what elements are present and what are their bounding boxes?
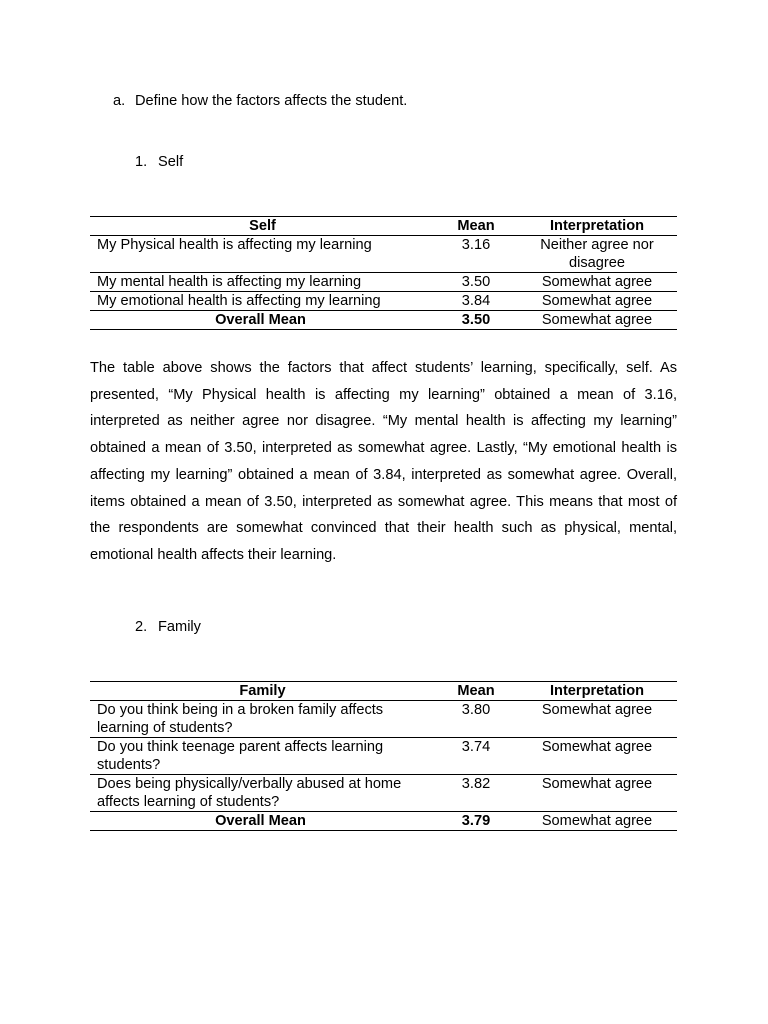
interpretation-cell: Somewhat agree (517, 292, 677, 311)
item-cell: My emotional health is affecting my learning (90, 292, 435, 311)
section-title: Self (158, 154, 184, 170)
section-heading-family (135, 619, 201, 635)
list-marker: 2. (135, 619, 148, 635)
column-header: Interpretation (517, 217, 677, 236)
list-marker: a. (113, 93, 126, 109)
overall-interpretation: Somewhat agree (517, 311, 677, 330)
column-header: Mean (435, 217, 517, 236)
table-row (90, 236, 677, 273)
section-heading-self (135, 154, 183, 170)
table-row (90, 292, 677, 311)
overall-mean-row (90, 311, 677, 330)
table-header-row (90, 217, 677, 236)
heading-text: Define how the factors affects the student. (135, 93, 408, 109)
table-row (90, 701, 677, 738)
overall-label: Overall Mean (90, 311, 435, 330)
mean-cell: 3.80 (435, 701, 517, 738)
overall-label: Overall Mean (90, 812, 435, 831)
item-cell: Do you think teenage parent affects learning students? (90, 738, 435, 775)
mean-cell: 3.50 (435, 273, 517, 292)
overall-mean-value: 3.50 (435, 311, 517, 330)
table-row (90, 273, 677, 292)
self-table (90, 216, 677, 330)
interpretation-cell: Somewhat agree (517, 775, 677, 812)
mean-cell: 3.74 (435, 738, 517, 775)
interpretation-cell: Neither agree nor disagree (517, 236, 677, 273)
list-marker: 1. (135, 154, 148, 170)
item-cell: My mental health is affecting my learning (90, 273, 435, 292)
interpretation-cell: Somewhat agree (517, 738, 677, 775)
interpretation-cell: Somewhat agree (517, 701, 677, 738)
mean-cell: 3.84 (435, 292, 517, 311)
mean-cell: 3.16 (435, 236, 517, 273)
family-table (90, 681, 677, 831)
table-row (90, 738, 677, 775)
column-header: Self (90, 217, 435, 236)
table-header-row (90, 682, 677, 701)
interpretation-cell: Somewhat agree (517, 273, 677, 292)
overall-mean-row (90, 812, 677, 831)
item-cell: Do you think being in a broken family affects learning of students? (90, 701, 435, 738)
item-cell: My Physical health is affecting my learning (90, 236, 435, 273)
list-heading-a (113, 93, 407, 109)
mean-cell: 3.82 (435, 775, 517, 812)
section-title: Family (158, 619, 201, 635)
overall-mean-value: 3.79 (435, 812, 517, 831)
self-discussion-paragraph: The table above shows the factors that affect students’ learning, specifically, self. As presented, “My Physical health is affecting my learning” obtained a mean of 3.16, interpreted as neither agree nor disagree. “My mental health is affecting my learning” obtained a mean of 3.50, interpreted as somewhat agree. Lastly, “My emotional health is affecting my learning” obtained a mean of 3.84, interpreted as somewhat agree. Overall, items obtained a mean of 3.50, interpreted as somewhat agree. This means that most of the respondents are somewhat convinced that their health such as physical, mental, emotional health affects their learning. (90, 360, 677, 563)
overall-interpretation: Somewhat agree (517, 812, 677, 831)
table-row (90, 775, 677, 812)
item-cell: Does being physically/verbally abused at home affects learning of students? (90, 775, 435, 812)
column-header: Mean (435, 682, 517, 701)
column-header: Interpretation (517, 682, 677, 701)
column-header: Family (90, 682, 435, 701)
